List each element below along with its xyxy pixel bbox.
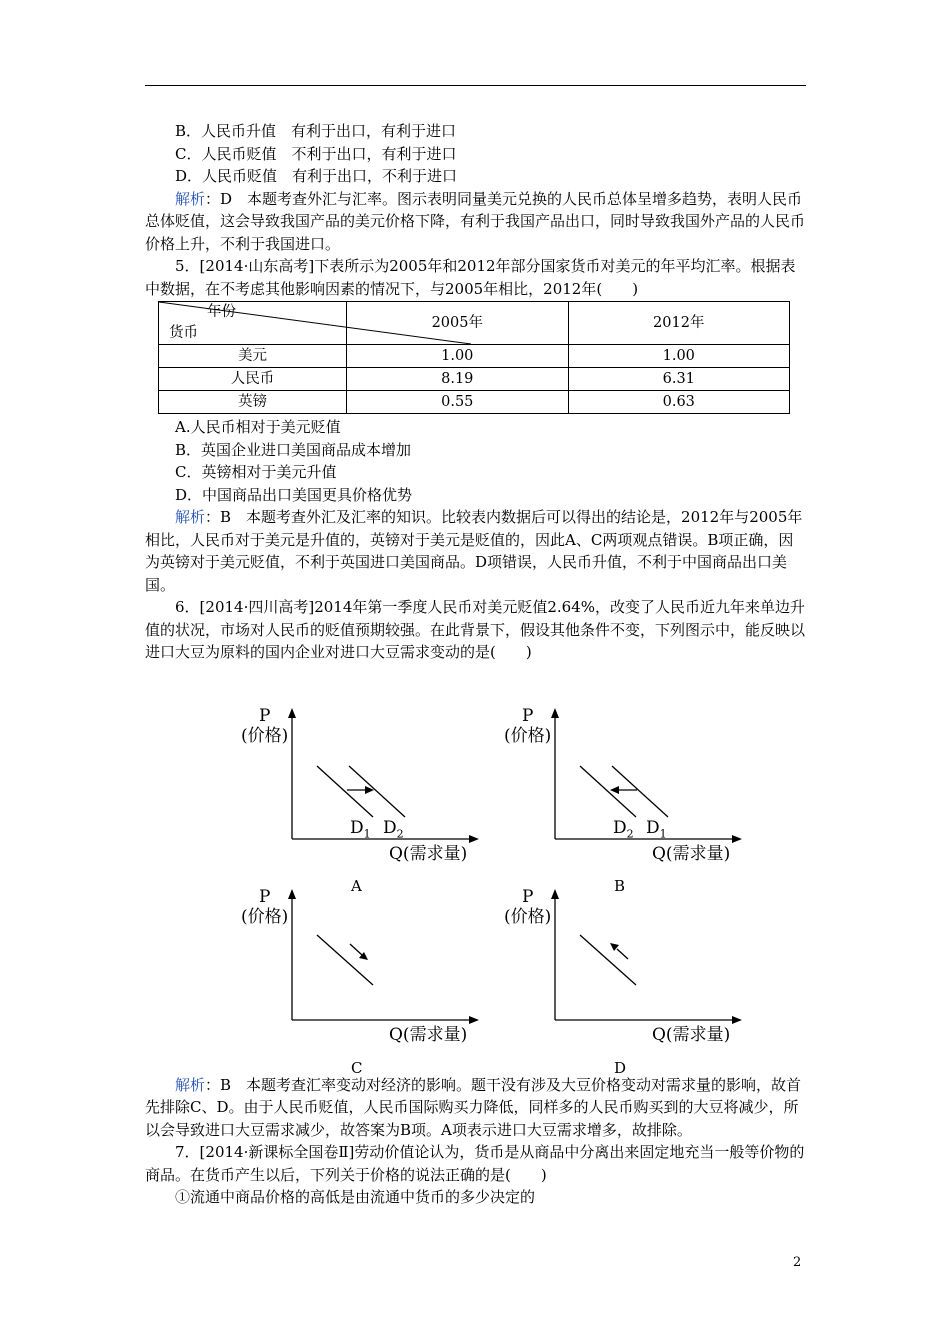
axis-price: (价格) — [241, 725, 289, 746]
caption-d: D — [614, 1058, 627, 1077]
header-2012: 2012年 — [568, 302, 789, 345]
caption-a: A — [351, 876, 362, 895]
cell-2005: 0.55 — [347, 391, 568, 414]
page-number: 2 — [793, 1255, 802, 1270]
movement-arrow-up — [617, 949, 628, 959]
analysis-text: ：D 本题考查外汇与汇率。图示表明同量美元兑换的人民币总体呈增多趋势，表明人民币总体贬值，这会导致我国产品的美元价格下降，有利于我国产品出口，同时导致我国外产品的人民币价格上升，不利于我国进口。 — [145, 189, 806, 253]
analysis-6 — [145, 1074, 806, 1142]
label-left-curve: $D_1$ — [350, 817, 371, 840]
option-d-prev: D．人民币贬值 有利于出口，不利于进口 — [175, 167, 458, 185]
analysis-text: ：B 本题考查汇率变动对经济的影响。题干没有涉及大豆价格变动对需求量的影响，故首先排除C、D。由于人民币贬值，人民币国际购买力降低，同样多的人民币购买到的大豆将减少，所以会导致进口大豆需求减少，故答案为B项。A项表示进口大豆需求增多，故排除。 — [145, 1075, 802, 1139]
graph-c — [237, 887, 497, 1067]
question-5-stem: 5．[2014·山东高考]下表所示为2005年和2012年部分国家货币对美元的年平均汇率。根据表中数据，在不考虑其他影响因素的情况下，与2005年相比，2012年( ) — [145, 257, 796, 298]
axis-q: Q(需求量) — [389, 843, 468, 864]
demand-graphs — [145, 664, 806, 1077]
curve-d2 — [349, 766, 405, 817]
analysis-label: 解析 — [175, 1075, 206, 1094]
cell-currency: 美元 — [159, 345, 347, 368]
axis-q: Q(需求量) — [652, 843, 731, 864]
cell-2005: 8.19 — [347, 368, 568, 391]
curve-d1 — [612, 766, 668, 817]
cell-currency: 人民币 — [159, 368, 347, 391]
curve-d1 — [317, 766, 373, 817]
axis-p: P — [522, 705, 534, 726]
axis-price: (价格) — [504, 725, 552, 746]
axis-q: Q(需求量) — [652, 1024, 731, 1045]
analysis-4 — [145, 188, 806, 256]
option-b-prev: B．人民币升值 有利于出口，有利于进口 — [175, 122, 457, 140]
table-row — [159, 345, 790, 368]
axis-price: (价格) — [504, 906, 552, 927]
axis-p: P — [259, 705, 271, 726]
question-6-stem: 6．[2014·四川高考]2014年第一季度人民币对美元贬值2.64%，改变了人民币近九年来单边升值的状况，市场对人民币的贬值预期较强。在此背景下，假设其他条件不变，下列图示中，能反映以进口大豆为原料的国内企业对进口大豆需求变动的是( ) — [145, 598, 806, 661]
page-content — [145, 120, 806, 1209]
cell-2012: 6.31 — [568, 368, 789, 391]
graph-b — [500, 706, 760, 886]
analysis-text: ：B 本题考查外汇及汇率的知识。比较表内数据后可以得出的结论是，2012年与2005年相比，人民币对于美元是升值的，英镑对于美元是贬值的，因此A、C两项观点错误。B项正确，因为英镑对于美元贬值，不利于英国进口美国商品。D项错误，人民币升值，不利于中国商品出口美国。 — [145, 508, 803, 594]
option-d-q5: D．中国商品出口美国更具价格优势 — [175, 485, 413, 504]
question-7-stem: 7．[2014·新课标全国卷Ⅱ]劳动价值论认为，货币是从商品中分离出来固定地充当一般等价物的商品。在货币产生以后，下列关于价格的说法正确的是( ) — [145, 1143, 805, 1184]
analysis-label: 解析 — [175, 189, 206, 208]
header-rule — [145, 85, 806, 86]
table-row — [159, 368, 790, 391]
label-right-curve: $D_2$ — [383, 817, 404, 840]
axis-p: P — [259, 886, 271, 907]
option-a-q5: A.人民币相对于美元贬值 — [175, 418, 341, 436]
movement-arrow-down — [350, 944, 362, 955]
option-c-q5: C．英镑相对于美元升值 — [175, 463, 337, 481]
header-currency: 货币 — [169, 325, 198, 341]
cell-2012: 1.00 — [568, 345, 789, 368]
label-right-curve: $D_1$ — [646, 817, 667, 840]
header-2005: 2005年 — [347, 302, 568, 345]
graph-d — [500, 887, 760, 1067]
axis-price: (价格) — [241, 906, 289, 927]
axis-p: P — [522, 886, 534, 907]
table-diagonal-header — [159, 302, 347, 345]
question-7-item-1: ①流通中商品价格的高低是由流通中货币的多少决定的 — [175, 1188, 536, 1206]
axis-q: Q(需求量) — [389, 1024, 468, 1045]
table-row — [159, 391, 790, 414]
cell-currency: 英镑 — [159, 391, 347, 414]
caption-c: C — [351, 1058, 363, 1077]
graph-a — [237, 706, 497, 886]
cell-2012: 0.63 — [568, 391, 789, 414]
label-left-curve: $D_2$ — [613, 817, 634, 840]
demand-curve — [580, 935, 636, 985]
cell-2005: 1.00 — [347, 345, 568, 368]
analysis-label: 解析 — [175, 508, 206, 526]
demand-curve — [317, 935, 373, 985]
option-b-q5: B．英国企业进口美国商品成本增加 — [175, 440, 412, 459]
header-year: 年份 — [207, 304, 237, 320]
diagonal-line — [159, 302, 471, 344]
curve-d2 — [580, 766, 636, 817]
analysis-5 — [145, 506, 806, 596]
exchange-rate-table — [158, 301, 790, 414]
caption-b: B — [614, 876, 626, 895]
option-c-prev: C．人民币贬值 不利于出口，有利于进口 — [175, 144, 457, 163]
